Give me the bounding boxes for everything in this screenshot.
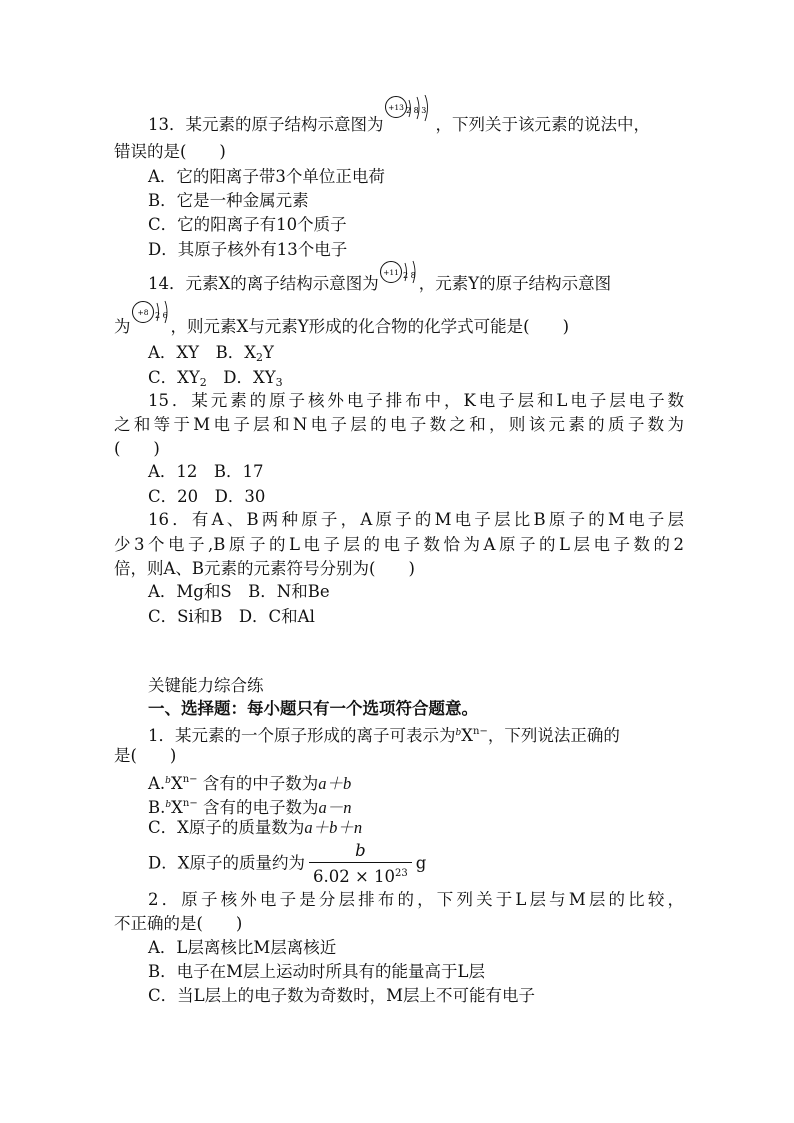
p1-option-b-ion-charge: n− [182, 798, 198, 809]
p1-option-b-ion-prefix: b [165, 800, 172, 810]
q13-stem-line1 [148, 102, 650, 136]
q13-atom-diagram [384, 95, 436, 131]
p1-stem-b: ，下列说法正确的 [487, 726, 620, 745]
q14-stem-b: ，元素Y的原子结构示意图 [418, 274, 612, 293]
q15-options-row2: C．20 D．30 [148, 487, 266, 506]
q13-option-a: A．它的阳离子带3个单位正电荷 [148, 167, 385, 186]
q13-diagram-shells: 2 8 3 [405, 105, 426, 115]
q13-stem-a: 13．某元素的原子结构示意图为 [148, 115, 384, 134]
q14-option-b-subscript: 2 [255, 351, 263, 364]
p1-option-b-lead: B. [148, 798, 166, 817]
p1-option-a-ion-charge: n− [182, 774, 198, 785]
q14-option-b: B．X [215, 343, 256, 362]
q16-line3: 倍，则A、B元素的元素符号分别为( ) [114, 559, 415, 578]
p2-line2: 不正确的是( ) [114, 914, 243, 933]
p1-option-a [148, 769, 351, 795]
p1-option-d-fraction [309, 840, 412, 888]
p1-option-a-ion-symbol: X [170, 774, 183, 793]
p1-ion-charge: n− [473, 726, 488, 737]
p1-option-d-den-exponent: 23 [395, 868, 408, 879]
q14-stem-d: ，则元素X与元素Y形成的化合物的化学式可能是( ) [170, 317, 570, 336]
p2-line1: 2．原子核外电子是分层排布的，下列关于L层与M层的比较， [148, 890, 684, 909]
p1-option-a-ion-prefix: b [165, 776, 171, 786]
q16-line2: 少3个电子,B原子的L电子层的电子数恰为A原子的L层电子数的2 [114, 535, 684, 554]
p1-option-d-unit: g [415, 853, 427, 873]
q14-diagram1-shells: 2 8 [402, 270, 416, 280]
q15-line2: 之和等于M电子层和N电子层的电子数之和，则该元素的质子数为 [114, 415, 684, 434]
p2-option-c: C．当L层上的电子数为奇数时，M层上不可能有电子 [148, 986, 535, 1005]
p1-option-c-value: a＋b＋n [304, 818, 363, 837]
q14-option-c-subscript: 2 [199, 376, 207, 389]
q14-diagram2-shells: 2 6 [154, 310, 168, 320]
q14-option-b-tail: Y [262, 343, 274, 362]
section-title: 关键能力综合练 [148, 676, 264, 695]
q14-stem-line1 [148, 267, 612, 295]
p1-option-c [148, 817, 362, 839]
p1-option-b-value: a－n [318, 798, 352, 817]
q14-option-a: A．XY [148, 343, 200, 362]
p1-option-a-lead: A. [148, 774, 166, 793]
q14-diagram2-nucleus: +8 [136, 307, 149, 317]
q14-ion-diagram-x [379, 260, 419, 290]
p1-option-b [148, 793, 351, 819]
p2-option-b: B．电子在M层上运动时所具有的能量高于L层 [148, 962, 485, 981]
q14-stem-a: 14．元素X的离子结构示意图为 [148, 274, 379, 293]
p1-option-d-text: D．X原子的质量约为 [148, 853, 305, 873]
q13-stem-b: ，下列关于该元素的说法中， [435, 115, 650, 134]
q14-stem-c: 为 [114, 317, 131, 336]
p1-ion-symbol: X [461, 726, 474, 745]
q16-options-row2: C．Si和B D．C和Al [148, 607, 315, 626]
q14-option-c: C．XY [148, 368, 200, 387]
p1-option-d-denominator [309, 863, 412, 888]
p1-option-d [148, 840, 426, 888]
q15-line3: ( ) [114, 439, 160, 458]
q15-line1: 15．某元素的原子核外电子排布中，K电子层和L电子层电子数 [148, 391, 684, 410]
p1-stem-line1 [148, 721, 620, 747]
p1-option-d-den-base: 6.02 × 10 [312, 867, 396, 886]
q13-stem-line2: 错误的是( ) [114, 142, 226, 161]
q13-option-b: B．它是一种金属元素 [148, 191, 309, 210]
q16-line1: 16．有A、B两种原子，A原子的M电子层比B原子的M电子层 [148, 510, 684, 529]
q16-options-row1: A．Mg和S B．N和Be [148, 582, 330, 601]
p1-stem-line2: 是( ) [114, 746, 177, 765]
q14-option-d: D．XY [223, 368, 276, 387]
p1-ion-mass-prefix: b [455, 728, 462, 738]
q14-atom-diagram-y [131, 300, 171, 330]
q14-option-d-subscript: 3 [275, 376, 283, 389]
p1-stem-a: 1．某元素的一个原子形成的离子可表示为 [148, 726, 456, 745]
q14-options-row1 [148, 342, 274, 369]
p1-option-b-text: 含有的电子数为 [202, 798, 319, 817]
p1-option-a-text: 含有的中子数为 [202, 774, 319, 793]
q14-diagram1-nucleus: +11 [382, 267, 399, 277]
section-subtitle: 一、选择题：每小题只有一个选项符合题意。 [148, 699, 478, 718]
p1-option-d-numerator: b [309, 840, 412, 863]
q15-options-row1: A．12 B．17 [148, 462, 264, 481]
q13-option-d: D．其原子核外有13个电子 [148, 240, 348, 259]
q13-option-c: C．它的阳离子有10个质子 [148, 215, 347, 234]
p2-option-a: A．L层离核比M层离核近 [148, 938, 337, 957]
p1-option-a-value: a＋b [318, 774, 352, 793]
p1-option-c-text: C．X原子的质量数为 [148, 818, 305, 837]
p1-option-b-ion-symbol: X [171, 798, 183, 817]
q13-diagram-nucleus: +13 [387, 102, 404, 112]
q14-stem-line2 [114, 307, 570, 338]
